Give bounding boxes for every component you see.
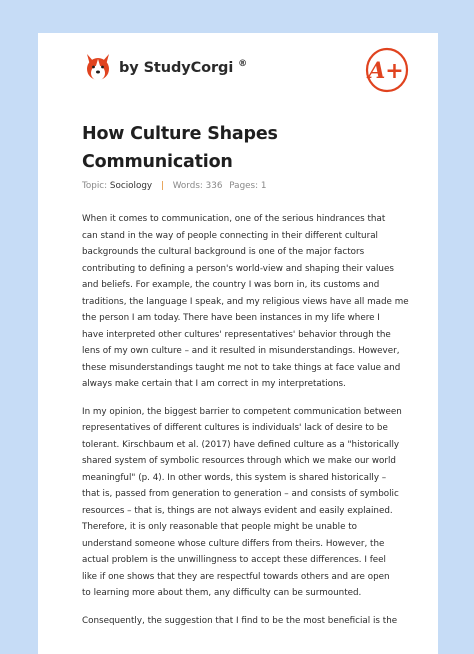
document-page xyxy=(38,33,438,654)
topic-link[interactable]: Sociology xyxy=(109,181,153,191)
text-line: traditions, the language I speak, and my religious views have all made me xyxy=(82,296,409,307)
text-line: representatives of different cultures is individuals' lack of desire to be xyxy=(82,423,388,433)
text-line: like if one shows that they are respectful towards others and are open xyxy=(82,571,390,582)
text-line: actual problem is the unwillingness to accept these differences. I feel xyxy=(82,555,386,565)
page-title xyxy=(82,120,382,176)
text-line: shared system of symbolic resources through which we make our world xyxy=(82,456,396,466)
text-line: When it comes to communication, one of the serious hindrances that xyxy=(82,214,386,224)
text-line: lens of my own culture – and it resulted in misunderstandings. However, xyxy=(82,346,400,356)
paragraph xyxy=(82,211,431,393)
corgi-logo-icon xyxy=(83,51,113,83)
text-line: In my opinion, the biggest barrier to competent communication between xyxy=(82,406,402,417)
text-line: always make certain that I am correct in my interpretations. xyxy=(82,379,346,389)
grade-text: A+ xyxy=(368,58,404,84)
document-body xyxy=(82,211,431,640)
paragraph xyxy=(82,613,431,630)
document-meta xyxy=(82,181,267,191)
paragraph xyxy=(82,404,431,602)
text-line: backgrounds the cultural background is one of the major factors xyxy=(82,247,365,257)
meta-separator: | xyxy=(160,181,164,191)
registered-mark: ® xyxy=(238,58,248,69)
grade-badge-icon xyxy=(363,43,411,95)
words-label: Words: xyxy=(172,181,203,191)
text-line: to learning more about them, any difficulty can be surmounted. xyxy=(82,588,362,598)
text-line: Therefore, it is only reasonable that people might be unable to xyxy=(82,522,358,532)
brand-header[interactable] xyxy=(83,51,247,83)
topic-label: Topic: xyxy=(82,181,108,191)
brand-name xyxy=(119,59,247,76)
pages-count: 1 xyxy=(260,181,267,191)
title-line: Communication xyxy=(82,152,233,172)
text-line: have interpreted other cultures' representatives' behavior through the xyxy=(82,329,391,340)
text-line: tolerant. Kirschbaum et al. (2017) have defined culture as a "historically xyxy=(82,439,400,450)
pages-label: Pages: xyxy=(229,181,259,191)
text-line: Consequently, the suggestion that I find to be the most beneficial is the xyxy=(82,615,398,626)
text-line: that is, passed from generation to generation – and consists of symbolic xyxy=(82,489,399,499)
brand-text: by StudyCorgi xyxy=(119,59,234,76)
text-line: and beliefs. For example, the country I was born in, its customs and xyxy=(82,280,380,290)
text-line: the person I am today. There have been instances in my life where I xyxy=(82,313,380,323)
title-line: How Culture Shapes xyxy=(82,124,278,144)
text-line: can stand in the way of people connecting in their different cultural xyxy=(82,230,378,241)
text-line: resources – that is, things are not always evident and easily explained. xyxy=(82,505,393,516)
text-line: understand someone whose culture differs from theirs. However, the xyxy=(82,538,385,549)
text-line: these misunderstandings taught me not to take things at face value and xyxy=(82,362,401,373)
text-line: meaningful" (p. 4). In other words, this system is shared historically – xyxy=(82,472,387,483)
words-count: 336 xyxy=(205,181,223,191)
text-line: contributing to defining a person's world-view and shaping their values xyxy=(82,263,394,274)
